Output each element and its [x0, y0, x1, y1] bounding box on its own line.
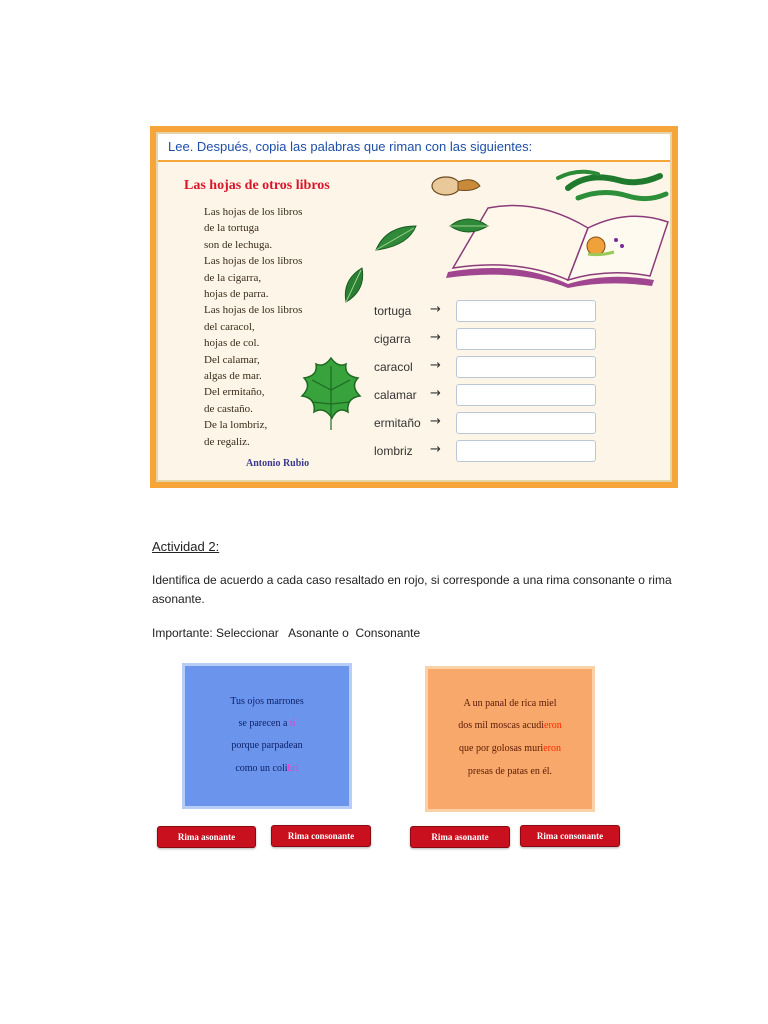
- activity1-frame: [150, 126, 678, 488]
- leaf-illustration: [374, 224, 418, 252]
- poem-title: Las hojas de otros libros: [184, 178, 330, 193]
- rhyme-answer-input[interactable]: [456, 328, 596, 350]
- rhyme-answer-input[interactable]: [456, 412, 596, 434]
- rhyme-word: cigarra: [374, 332, 411, 346]
- rhyme-answer-input[interactable]: [456, 356, 596, 378]
- poem-line: Las hojas de los libros: [204, 255, 303, 268]
- poem-line: Las hojas de los libros: [204, 304, 303, 317]
- rhyme-answer-input[interactable]: [456, 300, 596, 322]
- verse-card-1: [182, 663, 352, 809]
- poem-line: Del calamar,: [204, 353, 260, 366]
- rhyme-word: ermitaño: [374, 416, 421, 430]
- poem-line: de regaliz.: [204, 435, 250, 448]
- activity1-instruction: Lee. Después, copia las palabras que riman con las siguientes:: [158, 134, 670, 162]
- verse-line: Tus ojos marrones: [230, 696, 304, 707]
- poem-line: de castaño.: [204, 402, 253, 415]
- verse-card-2: [425, 666, 595, 812]
- highlighted-rhyme: brí: [287, 763, 299, 774]
- leaf-illustration: [342, 266, 366, 304]
- arrow-right-icon: →: [430, 386, 441, 401]
- rima-asonante-button-2[interactable]: Rima asonante: [410, 826, 510, 848]
- poem-line: De la lombriz,: [204, 419, 268, 432]
- squid-illustration: [432, 177, 480, 195]
- rhyme-word: tortuga: [374, 304, 412, 318]
- rhyme-word: calamar: [374, 388, 417, 402]
- leaf-illustration: [448, 216, 490, 236]
- poem-text: [204, 204, 302, 450]
- arrow-right-icon: →: [430, 302, 441, 317]
- activity1-panel: [156, 132, 672, 482]
- rima-consonante-button-2[interactable]: Rima consonante: [520, 825, 620, 847]
- poem-line: de la cigarra,: [204, 271, 262, 284]
- verse-line: que por golosas murieron: [459, 743, 561, 754]
- activity2-title: Actividad 2:: [152, 539, 220, 554]
- highlighted-rhyme: ti: [289, 718, 296, 729]
- activity2-description: Identifica de acuerdo a cada caso resaltado en rojo, si corresponde a una rima consonante o rima asonante.: [152, 573, 672, 606]
- rhyme-word: caracol: [374, 360, 413, 374]
- arrow-right-icon: →: [430, 358, 441, 373]
- poem-line: Del ermitaño,: [204, 386, 265, 399]
- poem-line: del caracol,: [204, 320, 255, 333]
- poem-line: hojas de parra.: [204, 288, 269, 301]
- poem-line: Las hojas de los libros: [204, 206, 303, 218]
- poem-line: algas de mar.: [204, 370, 262, 383]
- poem-line: de la tortuga: [204, 222, 259, 235]
- verse-line: porque parpadean: [231, 740, 303, 751]
- verse-line: se parecen a ti: [238, 718, 296, 729]
- poem-author: Antonio Rubio: [246, 458, 310, 469]
- highlighted-rhyme: eron: [544, 720, 562, 731]
- rima-consonante-button-1[interactable]: Rima consonante: [271, 825, 371, 847]
- highlighted-rhyme: eron: [543, 743, 561, 754]
- arrow-right-icon: →: [430, 330, 441, 345]
- poem-line: hojas de col.: [204, 337, 260, 350]
- arrow-right-icon: →: [430, 442, 441, 457]
- verse-line: dos mil moscas acudieron: [458, 720, 562, 731]
- verse-line: A un panal de rica miel: [463, 698, 557, 709]
- verse-line: presas de patas en él.: [467, 766, 553, 777]
- rhyme-answer-input[interactable]: [456, 440, 596, 462]
- rhyme-answer-input[interactable]: [456, 384, 596, 406]
- rima-asonante-button-1[interactable]: Rima asonante: [157, 826, 256, 848]
- arrow-right-icon: →: [430, 414, 441, 429]
- rhyme-word: lombriz: [374, 444, 413, 458]
- activity2-important-note: Importante: Seleccionar Asonante o Consonante: [152, 626, 421, 640]
- poem-line: son de lechuga.: [204, 238, 273, 251]
- verse-line: como un colibrí: [235, 763, 299, 774]
- maple-leaf-illustration: [298, 354, 364, 432]
